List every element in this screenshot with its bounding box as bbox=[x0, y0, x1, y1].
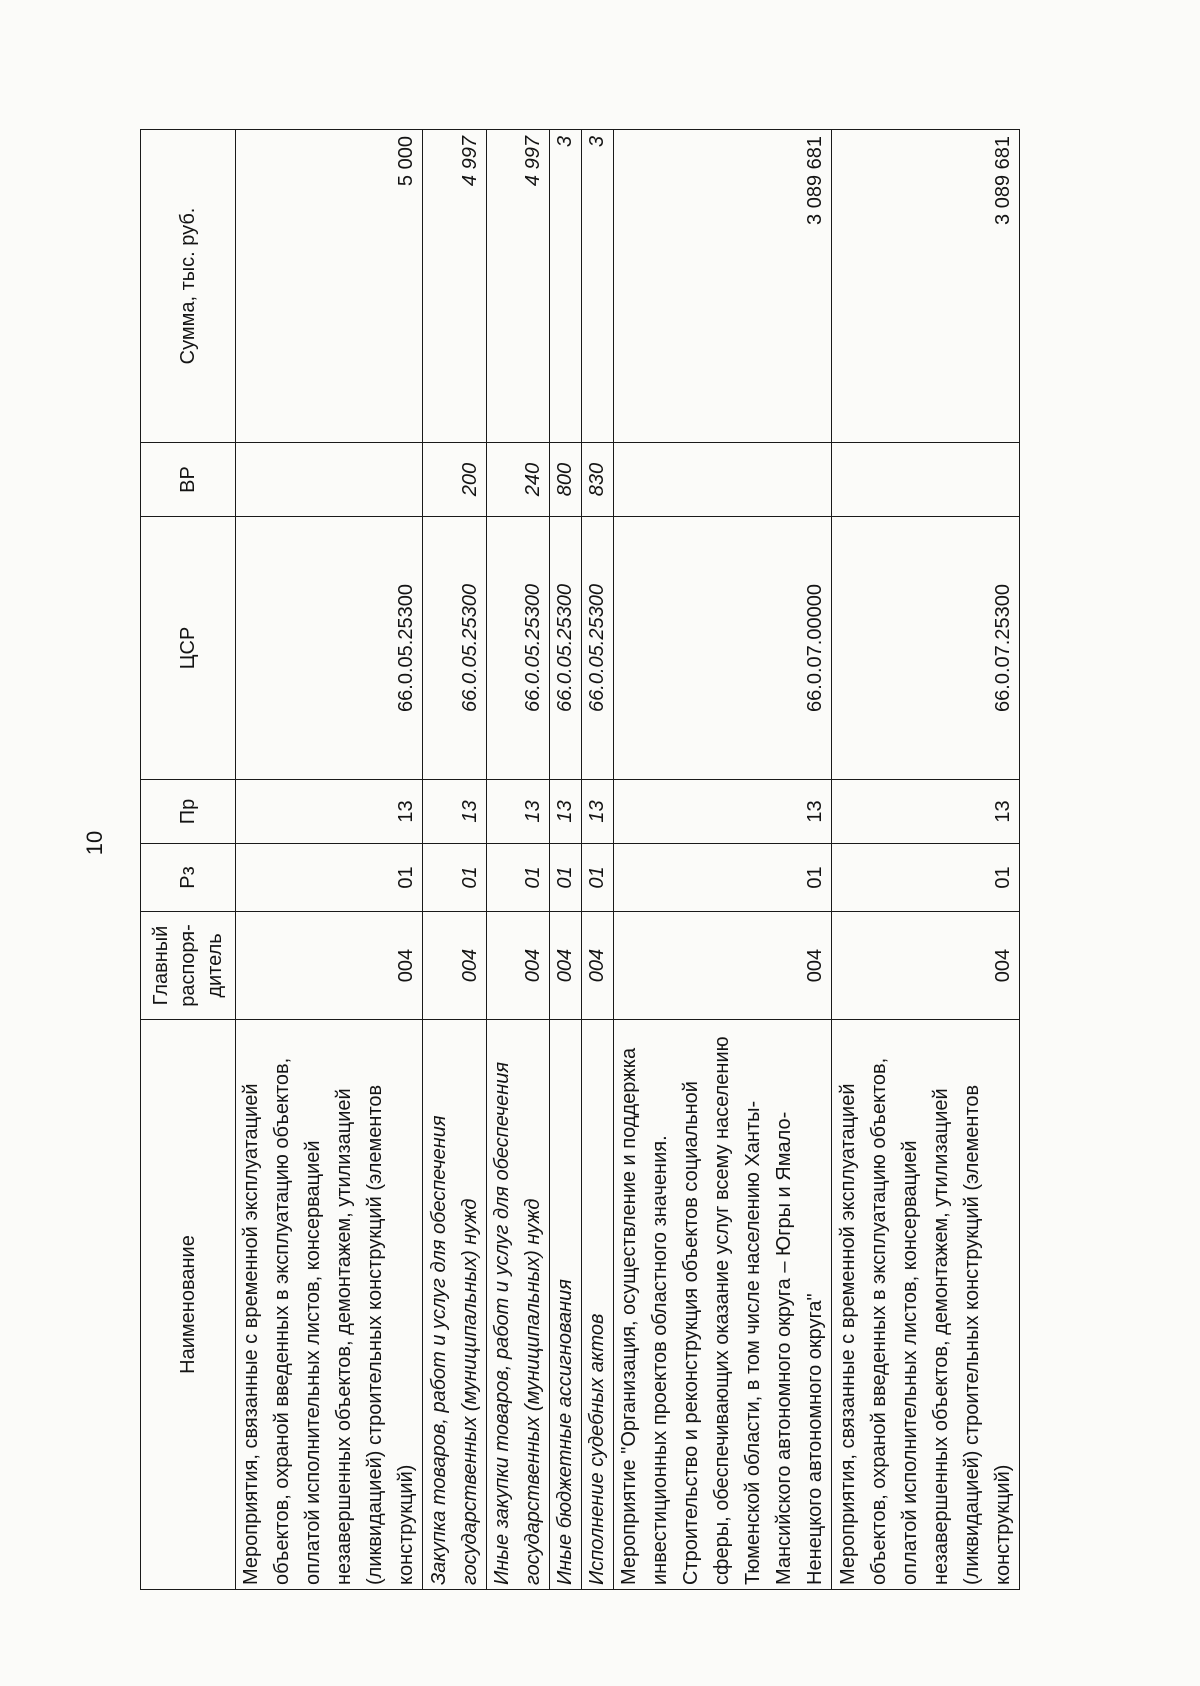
row-csr: 66.0.05.25300 bbox=[581, 517, 613, 780]
row-vr: 800 bbox=[549, 443, 581, 517]
header-sum: Сумма, тыс. руб. bbox=[141, 130, 236, 443]
row-rz: 01 bbox=[423, 844, 486, 912]
row-pr: 13 bbox=[549, 780, 581, 844]
row-sum: 4 997 bbox=[423, 130, 486, 443]
row-csr: 66.0.05.25300 bbox=[423, 517, 486, 780]
row-vr bbox=[613, 443, 832, 517]
table-row bbox=[581, 130, 613, 1590]
table-row bbox=[423, 130, 486, 1590]
row-csr: 66.0.05.25300 bbox=[236, 517, 423, 780]
row-pr: 13 bbox=[613, 780, 832, 844]
row-sum: 3 bbox=[549, 130, 581, 443]
header-grbs: Главный распоря-дитель bbox=[141, 912, 236, 1020]
row-grbs: 004 bbox=[581, 912, 613, 1020]
header-vr: ВР bbox=[141, 443, 236, 517]
row-rz: 01 bbox=[832, 844, 1020, 912]
row-name: Исполнение судебных актов bbox=[581, 1020, 613, 1590]
row-vr: 830 bbox=[581, 443, 613, 517]
row-sum: 4 997 bbox=[486, 130, 549, 443]
row-vr: 200 bbox=[423, 443, 486, 517]
row-grbs: 004 bbox=[423, 912, 486, 1020]
row-grbs: 004 bbox=[486, 912, 549, 1020]
row-grbs: 004 bbox=[832, 912, 1020, 1020]
budget-table bbox=[140, 129, 1020, 1590]
row-pr: 13 bbox=[236, 780, 423, 844]
row-sum: 3 bbox=[581, 130, 613, 443]
row-csr: 66.0.05.25300 bbox=[486, 517, 549, 780]
table-row bbox=[236, 130, 423, 1590]
table-row bbox=[613, 130, 832, 1590]
row-sum: 3 089 681 bbox=[613, 130, 832, 443]
row-rz: 01 bbox=[549, 844, 581, 912]
row-csr: 66.0.07.00000 bbox=[613, 517, 832, 780]
row-grbs: 004 bbox=[613, 912, 832, 1020]
table-row bbox=[549, 130, 581, 1590]
row-csr: 66.0.05.25300 bbox=[549, 517, 581, 780]
row-grbs: 004 bbox=[549, 912, 581, 1020]
row-rz: 01 bbox=[581, 844, 613, 912]
row-pr: 13 bbox=[423, 780, 486, 844]
row-csr: 66.0.07.25300 bbox=[832, 517, 1020, 780]
row-name: Закупка товаров, работ и услуг для обеспечения государственных (муниципальных) нужд bbox=[423, 1020, 486, 1590]
table-row bbox=[486, 130, 549, 1590]
row-rz: 01 bbox=[486, 844, 549, 912]
header-rz: Рз bbox=[141, 844, 236, 912]
row-rz: 01 bbox=[236, 844, 423, 912]
header-pr: Пр bbox=[141, 780, 236, 844]
row-vr bbox=[832, 443, 1020, 517]
row-name: Мероприятие "Организация, осуществление и поддержка инвестиционных проектов областного значения. Строительство и реконструкция объектов социальной сферы, обеспечивающих оказание услуг всему населению Тюменской области, в том числе населению Ханты-Мансийского автономного округа – Югры и Ямало-Ненецкого автономного округа" bbox=[613, 1020, 832, 1590]
page-number: 10 bbox=[82, 830, 107, 856]
header-csr: ЦСР bbox=[141, 517, 236, 780]
row-name: Мероприятия, связанные с временной эксплуатацией объектов, охраной введенных в эксплуатацию объектов, оплатой исполнительных листов, консервацией незавершенных объектов, демонтажем, утилизацией (ликвидацией) строительных конструкций (элементов конструкций) bbox=[832, 1020, 1020, 1590]
row-rz: 01 bbox=[613, 844, 832, 912]
row-sum: 5 000 bbox=[236, 130, 423, 443]
row-pr: 13 bbox=[486, 780, 549, 844]
row-pr: 13 bbox=[832, 780, 1020, 844]
row-grbs: 004 bbox=[236, 912, 423, 1020]
row-sum: 3 089 681 bbox=[832, 130, 1020, 443]
header-name: Наименование bbox=[141, 1020, 236, 1590]
row-name: Иные закупки товаров, работ и услуг для обеспечения государственных (муниципальных) нужд bbox=[486, 1020, 549, 1590]
row-vr bbox=[236, 443, 423, 517]
row-name: Иные бюджетные ассигнования bbox=[549, 1020, 581, 1590]
row-vr: 240 bbox=[486, 443, 549, 517]
rotated-table-container bbox=[140, 130, 1020, 1590]
table-header-row bbox=[141, 130, 236, 1590]
table-row bbox=[832, 130, 1020, 1590]
row-name: Мероприятия, связанные с временной эксплуатацией объектов, охраной введенных в эксплуатацию объектов, оплатой исполнительных листов, консервацией незавершенных объектов, демонтажем, утилизацией (ликвидацией) строительных конструкций (элементов конструкций) bbox=[236, 1020, 423, 1590]
row-pr: 13 bbox=[581, 780, 613, 844]
